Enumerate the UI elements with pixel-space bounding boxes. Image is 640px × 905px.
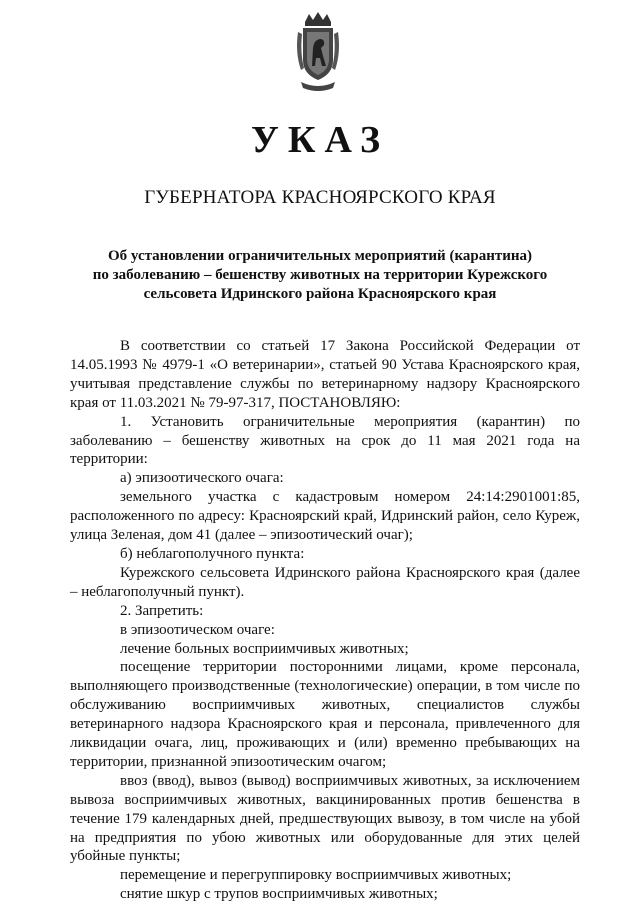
paragraph: Курежского сельсовета Идринского района Красноярского края (далее – неблагополучный пункт). [70, 564, 580, 600]
paragraph: перемещение и перегруппировку восприимчивых животных; [120, 867, 512, 884]
paragraph: снятие шкур с трупов восприимчивых животных; [120, 886, 438, 903]
paragraph: земельного участка с кадастровым номером 24:14:2901001:85, расположенного по адресу: Красноярский край, Идринский район, село Куреж, улица Зеленая, дом 41 (далее – эпизоотический очаг); [70, 489, 580, 544]
document-heading [70, 247, 570, 304]
heading-line: Об установлении ограничительных мероприятий (карантина) [107, 248, 532, 264]
paragraph: 1. Установить ограничительные мероприятия (карантин) по заболеванию – бешенству животных на срок до 11 мая 2021 года на территории: [70, 413, 580, 468]
paragraph: посещение территории посторонними лицами, кроме персонала, выполняющего производственные (технологические) операции, в том числе по обслуживанию восприимчивых животных, специалистов службы ветеринарного надзора Красноярского края и персонала, привлеченного для ликвидации очага, лиц, проживающих и (или) временно пребывающих на территории, признанной эпизоотическим очагом; [70, 659, 580, 770]
coat-of-arms-icon [293, 8, 343, 98]
paragraph: б) неблагополучного пункта: [120, 545, 305, 562]
paragraph: В соответствии со статьей 17 Закона Российской Федерации от 14.05.1993 № 4979-1 «О ветеринарии», статьей 90 Устава Красноярского края, учитывая представление службы по ветеринарному надзору Красноярского края от 11.03.2021 № 79-97-317, ПОСТАНОВЛЯЮ: [70, 338, 580, 411]
paragraph: лечение больных восприимчивых животных; [120, 640, 409, 657]
document-title: УКАЗ [251, 119, 389, 161]
document-subtitle: ГУБЕРНАТОРА КРАСНОЯРСКОГО КРАЯ [144, 187, 496, 208]
paragraph: 2. Запретить: [120, 602, 204, 619]
document-body [70, 337, 580, 904]
paragraph: а) эпизоотического очага: [120, 470, 284, 487]
paragraph: ввоз (ввод), вывоз (вывод) восприимчивых животных, за исключением вывоза восприимчивых животных, вакцинированных против бешенства в течение 179 календарных дней, предшествующих вывозу, в том числе на убой на предприятия по убою животных или оборудованные для этих целей убойные пункты; [70, 772, 580, 865]
heading-line: сельсовета Идринского района Красноярского края [143, 286, 497, 302]
heading-line: по заболеванию – бешенству животных на территории Курежского [92, 267, 548, 283]
paragraph: в эпизоотическом очаге: [120, 621, 275, 638]
